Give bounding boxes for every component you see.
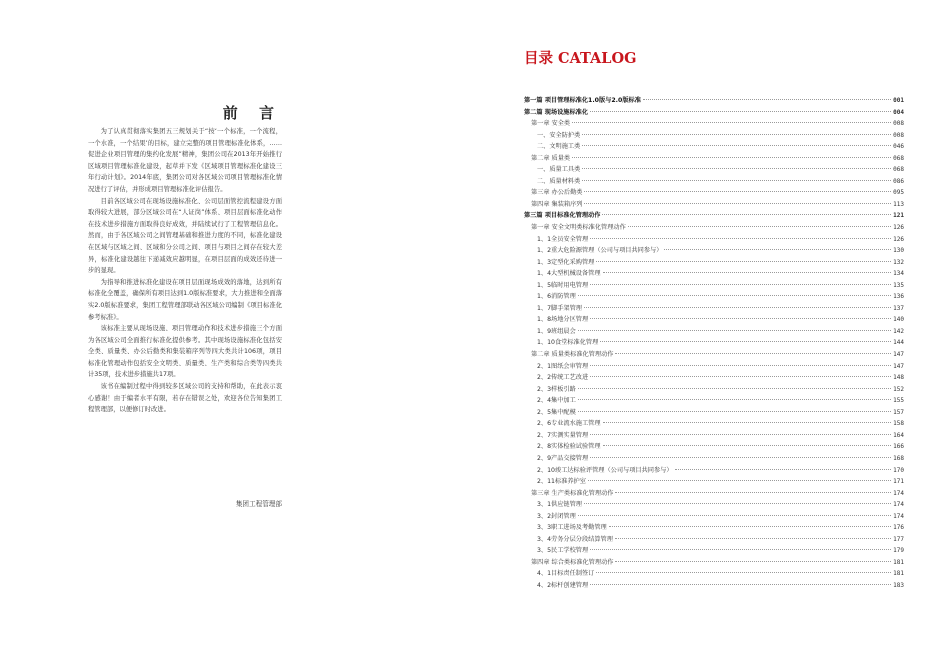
toc-entry-label: 第一篇 项目管理标准化1.0版与2.0版标准 (524, 97, 641, 104)
leader-dots (584, 307, 891, 308)
toc-entry-label: 1、10食堂标准化管理 (537, 339, 599, 347)
leader-dots (578, 399, 891, 400)
toc-entry[interactable] (524, 361, 904, 373)
toc-entry[interactable] (524, 187, 904, 199)
leader-dots (572, 157, 891, 158)
leader-dots (596, 261, 891, 262)
toc-entry-page-number: 158 (893, 420, 904, 428)
toc-entry-page-number: 168 (893, 454, 904, 462)
leader-dots (615, 353, 891, 354)
toc-entry-page-number: 130 (893, 247, 904, 255)
toc-entry-page-number: 147 (893, 362, 904, 370)
toc-entry-page-number: 152 (893, 385, 904, 393)
toc-entry[interactable] (524, 141, 904, 153)
toc-entry-page-number: 008 (893, 120, 904, 128)
leader-dots (584, 503, 891, 504)
preface-paragraph: 该标准主要从现场设施、项目管理动作和技术进步措施三个方面为各区域公司全面推行标准化提供参考。其中现场设施标准化包括安全类、质量类、办公后勤类和集装箱序列等四大类共计106项，项目标准化管理动作包括安全文明类、质量类、生产类和综合类等四类共计35项，技术进步措施共17项。 (88, 325, 282, 379)
toc-entry[interactable] (524, 465, 904, 477)
leader-dots (578, 295, 891, 296)
toc-entry[interactable] (524, 130, 904, 142)
toc-entry-page-number: 183 (893, 581, 904, 589)
toc-entry[interactable] (524, 349, 904, 361)
toc-entry[interactable] (524, 488, 904, 500)
toc-entry-page-number: 137 (893, 304, 904, 312)
preface-signature: 集团工程管理部 (235, 500, 282, 508)
leader-dots (590, 434, 891, 435)
toc-entry[interactable] (524, 176, 904, 188)
toc-entry[interactable] (524, 234, 904, 246)
toc-entry-label: 二、质量材料类 (537, 177, 581, 185)
toc-entry[interactable] (524, 222, 904, 234)
toc-entry[interactable] (524, 384, 904, 396)
toc-entry-label: 第三篇 项目标准化管理动作 (524, 212, 601, 220)
toc-entry[interactable] (524, 268, 904, 280)
toc-entry[interactable] (524, 545, 904, 557)
leader-dots (578, 515, 891, 516)
toc-entry[interactable] (524, 430, 904, 442)
toc-entry-label: 1、7脚手架管理 (537, 304, 582, 312)
toc-entry[interactable] (524, 568, 904, 580)
toc-entry-label: 一、质量工具类 (537, 166, 581, 174)
toc-entry-page-number: 068 (893, 166, 904, 174)
toc-entry-page-number: 174 (893, 501, 904, 509)
toc-entry[interactable] (524, 291, 904, 303)
toc-entry-page-number: 008 (893, 131, 904, 139)
catalog-title: 目录 CATALOG (524, 50, 637, 67)
leader-dots (615, 538, 891, 539)
leader-dots (664, 249, 891, 250)
toc-entry-page-number: 135 (893, 281, 904, 289)
leader-dots (603, 445, 892, 446)
toc-entry-label: 1、2重大危险源管理（公司与项目共同参与） (537, 247, 663, 255)
leader-dots (590, 284, 891, 285)
toc-entry-page-number: 134 (893, 270, 904, 278)
leader-dots (590, 111, 891, 112)
toc-entry-page-number: 177 (893, 535, 904, 543)
toc-entry[interactable] (524, 395, 904, 407)
toc-entry[interactable] (524, 407, 904, 419)
toc-entry[interactable] (524, 418, 904, 430)
leader-dots (603, 272, 892, 273)
toc-entry-page-number: 142 (893, 327, 904, 335)
leader-dots (582, 145, 891, 146)
toc-entry[interactable] (524, 557, 904, 569)
toc-entry[interactable] (524, 95, 904, 107)
leader-dots (590, 549, 891, 550)
toc-entry[interactable] (524, 476, 904, 488)
preface-paragraph: 该书在编制过程中得到较多区域公司的支持和帮助，在此表示衷心感谢！由于编者水平有限，若存在错误之处，欢迎各位告知集团工程管理部，以便修订时改进。 (88, 383, 282, 414)
toc-entry-label: 3、4劳务分层分段结算管理 (537, 535, 613, 543)
leader-dots (628, 226, 891, 227)
toc-entry-page-number: 174 (893, 512, 904, 520)
toc-entry-page-number: 176 (893, 524, 904, 532)
toc-entry[interactable] (524, 580, 904, 592)
toc-entry-page-number: 086 (893, 177, 904, 185)
toc-entry-page-number: 166 (893, 443, 904, 451)
toc-entry-label: 1、5临时用电管理 (537, 281, 589, 289)
preface-title: 前 言 (222, 104, 282, 122)
toc-entry[interactable] (524, 314, 904, 326)
toc-entry-label: 1、3定型化采购管理 (537, 258, 595, 266)
toc-entry-page-number: 136 (893, 293, 904, 301)
preface-page (88, 104, 282, 508)
toc-entry-page-number: 046 (893, 143, 904, 151)
toc-entry-page-number: 113 (893, 200, 904, 208)
leader-dots (615, 561, 891, 562)
toc-entry-page-number: 164 (893, 431, 904, 439)
toc-entry-label: 第四章 综合类标准化管理动作 (531, 558, 614, 566)
toc-entry-page-number: 170 (893, 466, 904, 474)
leader-dots (578, 411, 891, 412)
toc-entry-label: 2、3样板引路 (537, 385, 576, 393)
toc-entry-page-number: 132 (893, 258, 904, 266)
toc-entry-label: 4、2标杆创建管理 (537, 581, 589, 589)
toc-entry-label: 第三章 生产类标准化管理动作 (531, 489, 614, 497)
preface-paragraph: 目前各区域公司在现场设施标准化、公司层面管控流程建设方面取得较大进展，部分区域公司在“人证岗”体系、项目层面标准化动作在技术进步措施方面取得良好成效，并陆续试行了工程管理信息化。然而，由于各区域公司之间管理基础和推进力度的不同，标准化建设在区域与区域之间、区域和分公司之间、项目与项目之间存在较大差异，标准化建设越往下递减效应越明显，在项目层面的成效还待进一步的显现。 (88, 197, 282, 275)
toc-entry-label: 第二章 质量类标准化管理动作 (531, 351, 614, 359)
toc-entry[interactable] (524, 280, 904, 292)
toc-entry[interactable] (524, 210, 904, 222)
toc-entry-page-number: 157 (893, 408, 904, 416)
leader-dots (582, 134, 891, 135)
toc-entry-label: 第一章 安全文明类标准化管理动作 (531, 224, 626, 232)
leader-dots (578, 330, 891, 331)
toc-entry-page-number: 126 (893, 235, 904, 243)
toc-entry[interactable] (524, 326, 904, 338)
toc-entry-label: 2、5集中配模 (537, 408, 576, 416)
toc-entry[interactable] (524, 372, 904, 384)
toc-entry-label: 2、9产品交接管理 (537, 454, 589, 462)
toc-entry-label: 2、1图纸会审管理 (537, 362, 589, 370)
leader-dots (643, 99, 891, 100)
toc-entry[interactable] (524, 245, 904, 257)
toc-entry-page-number: 179 (893, 547, 904, 555)
toc-entry-label: 4、1目标责任制签订 (537, 570, 595, 578)
leader-dots (572, 122, 891, 123)
preface-body (88, 126, 282, 416)
toc-entry-label: 2、6专业流水施工管理 (537, 420, 601, 428)
toc-entry-page-number: 144 (893, 339, 904, 347)
toc-entry[interactable] (524, 499, 904, 511)
leader-dots (596, 572, 891, 573)
toc-entry-label: 第二章 质量类 (531, 154, 571, 162)
toc-entry[interactable] (524, 257, 904, 269)
toc-entry-label: 1、4大型机械设备管理 (537, 270, 601, 278)
toc-entry[interactable] (524, 534, 904, 546)
leader-dots (590, 457, 891, 458)
leader-dots (600, 341, 891, 342)
leader-dots (603, 422, 892, 423)
leader-dots (609, 526, 891, 527)
toc-entry-page-number: 148 (893, 374, 904, 382)
preface-paragraph: 为了认真贯彻落实集团五三规划关于“按‘一个标准，一个流程，一个水准，一个结果’的目标，建立完整的项目管理标准化体系，……促进企业项目管理的集约化发展”精神，集团公司在2013年开始推行区域项目管理标准化建设，起草并下发《区域项目管理标准化建设三年行动计划》。2014年底，集团公司对各区域公司项目管理标准化情况进行了评估，并形成项目管理标准化评估报告。 (88, 128, 282, 193)
toc-entry-page-number: 095 (893, 189, 904, 197)
toc-entry-page-number: 004 (893, 108, 904, 116)
toc-entry-page-number: 001 (893, 97, 904, 104)
toc-entry-label: 2、8实体检验试验管理 (537, 443, 601, 451)
toc-entry-page-number: 171 (893, 478, 904, 486)
preface-paragraph: 为指导和推进标准化建设在项目层面现场成效的落地，达到所有标准化全覆盖，确保所有项目达到1.0版标准要求，大力推进和全面落实2.0版标准要求，集团工程管理部联动各区域公司编制《项目标准化参考标准》。 (88, 278, 282, 321)
toc-entry-label: 第一章 安全类 (531, 120, 571, 128)
leader-dots (582, 180, 891, 181)
leader-dots (675, 469, 892, 470)
toc-entry-page-number: 155 (893, 397, 904, 405)
toc-entry-page-number: 068 (893, 154, 904, 162)
toc-entry[interactable] (524, 153, 904, 165)
toc-entry-page-number: 181 (893, 570, 904, 578)
toc-entry-label: 3、3职工进场及考勤管理 (537, 524, 607, 532)
toc-entry-label: 第四章 集装箱序列 (531, 200, 583, 208)
toc-entry[interactable] (524, 199, 904, 211)
toc-entry-label: 二、文明施工类 (537, 143, 581, 151)
toc-entry-label: 第二篇 现场设施标准化 (524, 108, 589, 116)
catalog-page (524, 50, 904, 592)
toc-entry-label: 1、8场地分区管理 (537, 316, 589, 324)
toc-entry-page-number: 140 (893, 316, 904, 324)
leader-dots (590, 376, 891, 377)
table-of-contents (524, 95, 904, 592)
leader-dots (590, 365, 891, 366)
leader-dots (590, 318, 891, 319)
leader-dots (590, 238, 891, 239)
toc-entry-page-number: 181 (893, 558, 904, 566)
leader-dots (578, 388, 891, 389)
toc-entry-label: 1、9班组晨会 (537, 327, 576, 335)
toc-entry-page-number: 174 (893, 489, 904, 497)
toc-entry-label: 3、1供应链管理 (537, 501, 582, 509)
toc-entry-label: 2、2传统工艺改进 (537, 374, 589, 382)
leader-dots (602, 214, 891, 215)
toc-entry-page-number: 121 (893, 212, 904, 220)
toc-entry-label: 第三章 办公后勤类 (531, 189, 583, 197)
toc-entry-page-number: 147 (893, 351, 904, 359)
leader-dots (584, 203, 891, 204)
toc-entry[interactable] (524, 337, 904, 349)
toc-entry-label: 3、5民工学校管理 (537, 547, 589, 555)
toc-entry-label: 2、4集中加工 (537, 397, 576, 405)
toc-entry[interactable] (524, 522, 904, 534)
toc-entry-label: 1、6消防管理 (537, 293, 576, 301)
toc-entry-label: 2、7实测实量管理 (537, 431, 589, 439)
leader-dots (615, 492, 891, 493)
toc-entry-label: 2、11标准养护室 (537, 478, 586, 486)
leader-dots (588, 480, 891, 481)
toc-entry[interactable] (524, 118, 904, 130)
toc-entry[interactable] (524, 453, 904, 465)
toc-entry[interactable] (524, 511, 904, 523)
leader-dots (590, 584, 891, 585)
leader-dots (584, 191, 891, 192)
toc-entry-label: 2、10竣工达标验评管理（公司与项目共同参与） (537, 466, 673, 474)
toc-entry[interactable] (524, 441, 904, 453)
toc-entry[interactable] (524, 303, 904, 315)
toc-entry-label: 3、2封闭管理 (537, 512, 576, 520)
toc-entry-page-number: 126 (893, 224, 904, 232)
toc-entry-label: 1、1全员安全管理 (537, 235, 589, 243)
toc-entry-label: 一、安全防护类 (537, 131, 581, 139)
toc-entry[interactable] (524, 107, 904, 119)
leader-dots (582, 168, 891, 169)
toc-entry[interactable] (524, 164, 904, 176)
